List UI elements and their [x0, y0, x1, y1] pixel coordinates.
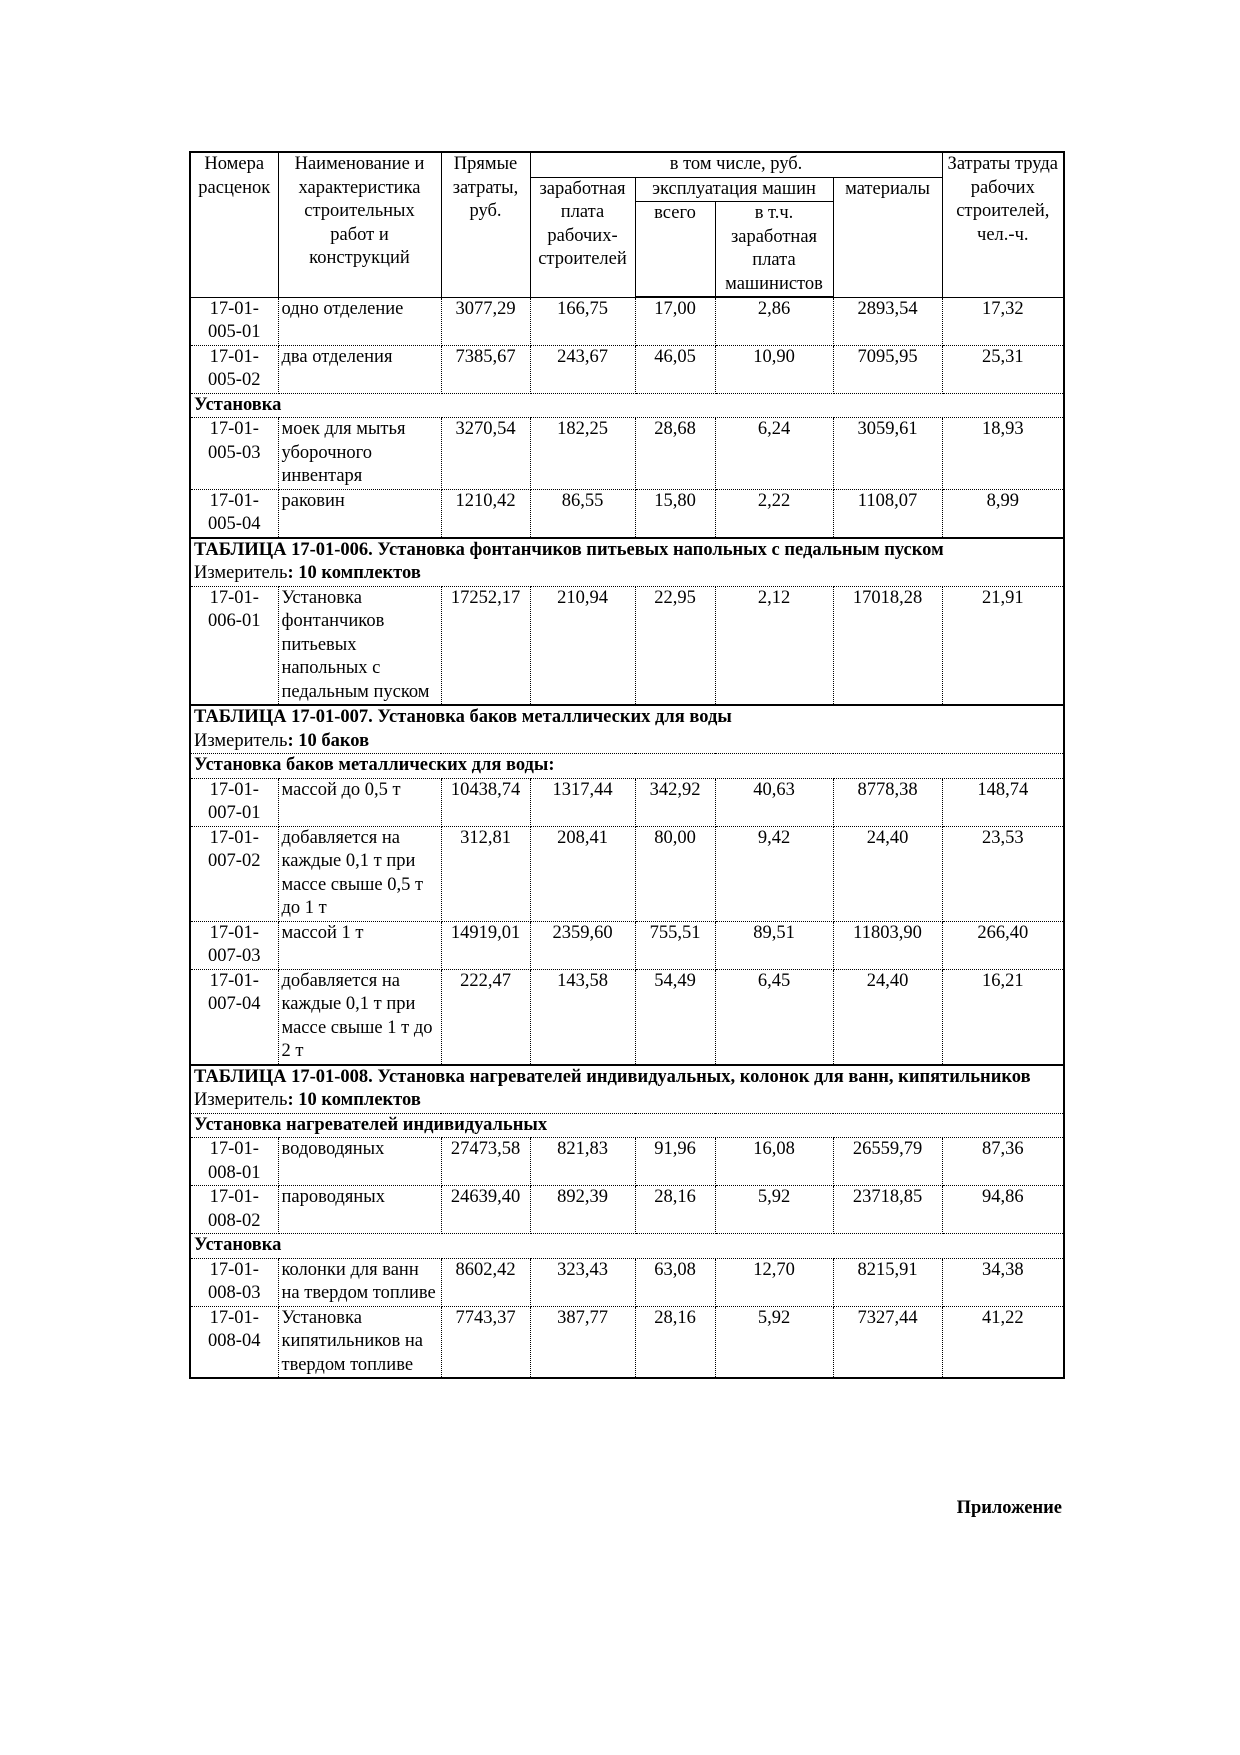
machines-total: 28,68: [635, 418, 715, 490]
work-name: колонки для ванн на твердом топливе: [278, 1258, 441, 1306]
wage-value: 2359,60: [530, 921, 635, 969]
table-caption-row: [190, 538, 1064, 563]
machinist-wage: 40,63: [715, 778, 833, 826]
materials-value: 8215,91: [833, 1258, 942, 1306]
wage-value: 182,25: [530, 418, 635, 490]
materials-value: 17018,28: [833, 586, 942, 705]
measure-row: [190, 730, 1064, 754]
subheading: Установка баков металлических для воды:: [190, 754, 1064, 779]
work-name: Установка фонтанчиков питьевых напольных с педальным пуском: [278, 586, 441, 705]
materials-value: 11803,90: [833, 921, 942, 969]
labor-value: 17,32: [942, 297, 1064, 345]
work-name: пароводяных: [278, 1186, 441, 1234]
materials-value: 24,40: [833, 826, 942, 921]
header-direct-costs: Прямые затраты, руб.: [441, 152, 530, 297]
subheading-row: [190, 754, 1064, 779]
wage-value: 892,39: [530, 1186, 635, 1234]
measure-row: [190, 562, 1064, 586]
measure-value: : 10 баков: [287, 730, 370, 751]
measure-value: : 10 комплектов: [287, 1090, 421, 1110]
labor-value: 266,40: [942, 921, 1064, 969]
rate-code: 17-01-008-02: [190, 1186, 278, 1234]
machines-total: 22,95: [635, 586, 715, 705]
appendix-label: Приложение: [956, 1498, 1062, 1518]
materials-value: 2893,54: [833, 297, 942, 345]
labor-value: 34,38: [942, 1258, 1064, 1306]
rate-code: 17-01-007-01: [190, 778, 278, 826]
machinist-wage: 10,90: [715, 345, 833, 393]
labor-value: 148,74: [942, 778, 1064, 826]
measure-value: : 10 комплектов: [287, 563, 421, 583]
rate-code: 17-01-005-02: [190, 345, 278, 393]
table-row: [190, 1258, 1064, 1306]
direct-costs: 1210,42: [441, 489, 530, 538]
table-row: [190, 418, 1064, 490]
rate-code: 17-01-006-01: [190, 586, 278, 705]
direct-costs: 3270,54: [441, 418, 530, 490]
work-name: Установка кипятильников на твердом топливе: [278, 1306, 441, 1378]
labor-value: 8,99: [942, 489, 1064, 538]
machines-total: 46,05: [635, 345, 715, 393]
table-row: [190, 826, 1064, 921]
header-machines-total: всего: [635, 202, 715, 298]
direct-costs: 27473,58: [441, 1138, 530, 1186]
machinist-wage: 9,42: [715, 826, 833, 921]
materials-value: 7095,95: [833, 345, 942, 393]
subheading: Установка: [190, 393, 1064, 418]
direct-costs: 10438,74: [441, 778, 530, 826]
table-row: [190, 969, 1064, 1065]
machinist-wage: 12,70: [715, 1258, 833, 1306]
table-row: [190, 297, 1064, 345]
rate-code: 17-01-007-03: [190, 921, 278, 969]
work-name: моек для мытья уборочного инвентаря: [278, 418, 441, 490]
machinist-wage: 2,86: [715, 297, 833, 345]
table-row: [190, 1186, 1064, 1234]
header-labor-costs: Затраты труда рабочих строителей, чел.-ч.: [942, 152, 1064, 297]
labor-value: 87,36: [942, 1138, 1064, 1186]
machinist-wage: 6,45: [715, 969, 833, 1065]
rate-code: 17-01-005-04: [190, 489, 278, 538]
wage-value: 387,77: [530, 1306, 635, 1378]
rate-code: 17-01-008-01: [190, 1138, 278, 1186]
labor-value: 94,86: [942, 1186, 1064, 1234]
materials-value: 26559,79: [833, 1138, 942, 1186]
rate-code: 17-01-007-02: [190, 826, 278, 921]
machines-total: 80,00: [635, 826, 715, 921]
table-caption-row: [190, 705, 1064, 730]
direct-costs: 3077,29: [441, 297, 530, 345]
machinist-wage: 2,12: [715, 586, 833, 705]
header-materials: материалы: [833, 177, 942, 297]
materials-value: 24,40: [833, 969, 942, 1065]
table-caption: ТАБЛИЦА 17-01-007. Установка баков металлических для воды: [190, 705, 1064, 730]
rate-code: 17-01-007-04: [190, 969, 278, 1065]
direct-costs: 17252,17: [441, 586, 530, 705]
direct-costs: 222,47: [441, 969, 530, 1065]
machines-total: 91,96: [635, 1138, 715, 1186]
labor-value: 41,22: [942, 1306, 1064, 1378]
rate-code: 17-01-008-03: [190, 1258, 278, 1306]
subheading-row: [190, 393, 1064, 418]
measure-row: [190, 1089, 1064, 1113]
subheading: Установка нагревателей индивидуальных: [190, 1113, 1064, 1138]
wage-value: 821,83: [530, 1138, 635, 1186]
subheading-row: [190, 1234, 1064, 1259]
machinist-wage: 16,08: [715, 1138, 833, 1186]
table-caption: ТАБЛИЦА 17-01-008. Установка нагревателей индивидуальных, колонок для ванн, кипятильников: [190, 1065, 1064, 1090]
header-including: в том числе, руб.: [530, 152, 942, 177]
labor-value: 18,93: [942, 418, 1064, 490]
rate-code: 17-01-008-04: [190, 1306, 278, 1378]
work-name: раковин: [278, 489, 441, 538]
machinist-wage: 6,24: [715, 418, 833, 490]
table-row: [190, 586, 1064, 705]
labor-value: 21,91: [942, 586, 1064, 705]
work-name: водоводяных: [278, 1138, 441, 1186]
machines-total: 63,08: [635, 1258, 715, 1306]
table-row: [190, 489, 1064, 538]
table-caption-row: [190, 1065, 1064, 1090]
table-row: [190, 1138, 1064, 1186]
wage-value: 166,75: [530, 297, 635, 345]
direct-costs: 14919,01: [441, 921, 530, 969]
materials-value: 7327,44: [833, 1306, 942, 1378]
machines-total: 755,51: [635, 921, 715, 969]
machines-total: 28,16: [635, 1306, 715, 1378]
work-name: массой до 0,5 т: [278, 778, 441, 826]
materials-value: 3059,61: [833, 418, 942, 490]
table-body: [190, 297, 1064, 1378]
machinist-wage: 2,22: [715, 489, 833, 538]
materials-value: 1108,07: [833, 489, 942, 538]
header-name: Наименование и характеристика строительных работ и конструкций: [278, 152, 441, 297]
measure-cell: [190, 562, 1064, 586]
materials-value: 8778,38: [833, 778, 942, 826]
labor-value: 25,31: [942, 345, 1064, 393]
wage-value: 86,55: [530, 489, 635, 538]
table-row: [190, 345, 1064, 393]
rate-code: 17-01-005-03: [190, 418, 278, 490]
measure-cell: [190, 1089, 1064, 1113]
wage-value: 143,58: [530, 969, 635, 1065]
machines-total: 17,00: [635, 297, 715, 345]
machines-total: 54,49: [635, 969, 715, 1065]
wage-value: 243,67: [530, 345, 635, 393]
direct-costs: 312,81: [441, 826, 530, 921]
work-name: добавляется на каждые 0,1 т при массе свыше 0,5 т до 1 т: [278, 826, 441, 921]
labor-value: 16,21: [942, 969, 1064, 1065]
direct-costs: 8602,42: [441, 1258, 530, 1306]
direct-costs: 7743,37: [441, 1306, 530, 1378]
direct-costs: 24639,40: [441, 1186, 530, 1234]
measure-label: Измеритель: [194, 563, 288, 583]
machines-total: 342,92: [635, 778, 715, 826]
wage-value: 208,41: [530, 826, 635, 921]
measure-cell: [190, 730, 1064, 754]
measure-label: Измеритель: [194, 730, 288, 751]
price-table: [189, 151, 1065, 1379]
machinist-wage: 5,92: [715, 1306, 833, 1378]
wage-value: 323,43: [530, 1258, 635, 1306]
direct-costs: 7385,67: [441, 345, 530, 393]
work-name: добавляется на каждые 0,1 т при массе свыше 1 т до 2 т: [278, 969, 441, 1065]
measure-label: Измеритель: [194, 1090, 288, 1110]
machinist-wage: 5,92: [715, 1186, 833, 1234]
subheading: Установка: [190, 1234, 1064, 1259]
rate-code: 17-01-005-01: [190, 297, 278, 345]
header-code: Номера расценок: [190, 152, 278, 297]
table-row: [190, 778, 1064, 826]
subheading-row: [190, 1113, 1064, 1138]
wage-value: 1317,44: [530, 778, 635, 826]
table-row: [190, 1306, 1064, 1378]
header-wage: заработная плата рабочих-строителей: [530, 177, 635, 297]
machines-total: 28,16: [635, 1186, 715, 1234]
labor-value: 23,53: [942, 826, 1064, 921]
work-name: одно отделение: [278, 297, 441, 345]
table-caption: ТАБЛИЦА 17-01-006. Установка фонтанчиков питьевых напольных с педальным пуском: [190, 538, 1064, 563]
machinist-wage: 89,51: [715, 921, 833, 969]
wage-value: 210,94: [530, 586, 635, 705]
header-machinist-wage: в т.ч. заработная плата машинистов: [715, 202, 833, 298]
materials-value: 23718,85: [833, 1186, 942, 1234]
header-machines: эксплуатация машин: [635, 177, 833, 202]
machines-total: 15,80: [635, 489, 715, 538]
work-name: два отделения: [278, 345, 441, 393]
work-name: массой 1 т: [278, 921, 441, 969]
table-row: [190, 921, 1064, 969]
